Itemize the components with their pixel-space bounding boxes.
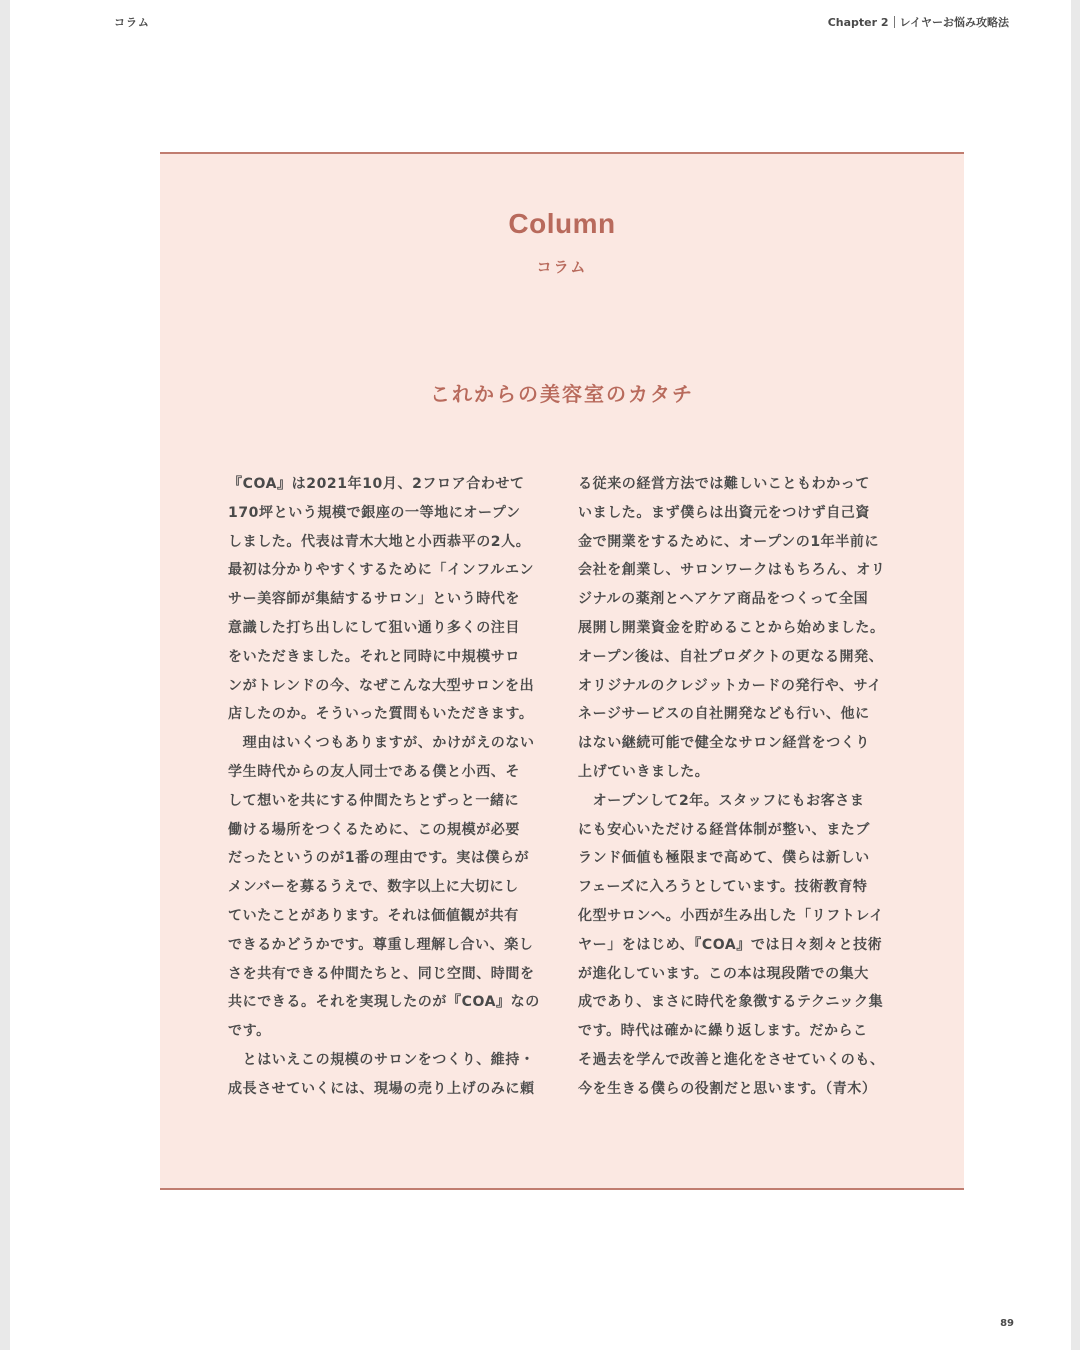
body-text-line: メンバーを募るうえで、数字以上に大切にし (228, 879, 519, 896)
chapter-title: レイヤーお悩み攻略法 (899, 16, 1009, 29)
body-text-line: そ過去を学んで改善と進化をさせていくのも、 (578, 1051, 885, 1068)
body-text-line: ンがトレンドの今、なぜこんな大型サロンを出 (228, 677, 535, 694)
body-text-line: 化型サロンへ。小西が生み出した「リフトレイ (578, 907, 884, 924)
body-text-line: 今を生きる僕らの役割だと思います。（青木） (578, 1080, 877, 1097)
column-heading: これからの美容室のカタチ (430, 382, 694, 406)
body-text-line: しました。代表は青木大地と小西恭平の2人。 (228, 533, 531, 550)
body-text-line: 金で開業をするために、オープンの1年半前に (578, 533, 880, 550)
body-text-line: 170坪という規模で銀座の一等地にオープン (228, 504, 521, 521)
page-number: 89 (1000, 1318, 1014, 1329)
chapter-label: Chapter 2 (827, 15, 889, 29)
body-text-line: ヤー」をはじめ、『COA』では日々刻々と技術 (578, 936, 883, 953)
body-text-line: 共にできる。それを実現したのが『COA』なの (228, 994, 540, 1011)
body-text-line: オリジナルのクレジットカードの発行や、サイ (578, 677, 882, 694)
body-text-line: をいただきました。それと同時に中規模サロ (228, 648, 520, 665)
body-text-line: 学生時代からの友人同士である僕と小西、そ (228, 763, 520, 780)
page (10, 0, 1071, 1350)
body-text-line: サー美容師が集結するサロン」という時代を (228, 591, 520, 608)
body-text-line: 店したのか。そういった質問もいただきます。 (228, 706, 534, 723)
body-column-left (228, 470, 550, 1104)
body-text-line: 成長させていくには、現場の売り上げのみに頼 (228, 1080, 535, 1097)
running-header-left: コラム (114, 16, 150, 29)
body-text-line: です。時代は確かに繰り返します。だからこ (578, 1023, 868, 1040)
body-text-line: ランド価値も極限まで高めて、僕らは新しい (578, 850, 870, 867)
body-text-line: さを共有できる仲間たちと、同じ空間、時間を (228, 965, 535, 982)
body-text-line: にも安心いただける経営体制が整い、またブ (578, 821, 870, 838)
body-text-line: はない継続可能で健全なサロン経営をつくり (578, 735, 870, 752)
body-text-line: できるかどうかです。尊重し理解し合い、楽し (228, 936, 534, 953)
body-text-line: る従来の経営方法では難しいこともわかって (578, 476, 870, 492)
body-text-line: 理由はいくつもありますが、かけがえのない (228, 735, 535, 752)
body-text-line: オープン後は、自社プロダクトの更なる開発、 (578, 648, 884, 665)
body-text-line: 『COA』は2021年10月、2フロア合わせて (228, 476, 525, 492)
body-text-line: だったというのが1番の理由です。実は僕らが (228, 850, 530, 867)
body-text-line: いました。まず僕らは出資元をつけず自己資 (578, 504, 870, 521)
body-text-line: 会社を創業し、サロンワークはもちろん、オリ (578, 562, 886, 579)
body-column-right (578, 470, 900, 1104)
running-header-right (828, 14, 1009, 30)
body-text-line: とはいえこの規模のサロンをつくり、維持・ (228, 1051, 535, 1068)
body-text-line: ネージサービスの自社開発なども行い、他に (578, 706, 870, 723)
body-text-line: 上げていきました。 (578, 763, 710, 780)
body-text-line: 働ける場所をつくるために、この規模が必要 (228, 821, 520, 838)
column-title: Column (508, 208, 616, 239)
header-divider (894, 16, 895, 28)
body-text-line: オープンして2年。スタッフにもお客さま (578, 792, 865, 809)
body-text-line: 展開し開業資金を貯めることから始めました。 (578, 619, 885, 636)
body-text-line: して想いを共にする仲間たちとずっと一緒に (228, 792, 520, 809)
column-subtitle: コラム (536, 258, 588, 276)
column-box (160, 152, 964, 1190)
body-text-line: です。 (228, 1023, 271, 1040)
body-text-line: ていたことがあります。それは価値観が共有 (228, 907, 519, 924)
body-text-line: フェーズに入ろうとしています。技術教育特 (578, 879, 868, 896)
body-text-line: 意識した打ち出しにして狙い通り多くの注目 (228, 619, 520, 636)
body-text-line: ジナルの薬剤とヘアケア商品をつくって全国 (578, 591, 869, 608)
body-text-line: 成であり、まさに時代を象徴するテクニック集 (578, 994, 884, 1011)
body-text-line: が進化しています。この本は現段階での集大 (578, 965, 869, 982)
body-text-line: 最初は分かりやすくするために「インフルエン (228, 562, 535, 579)
